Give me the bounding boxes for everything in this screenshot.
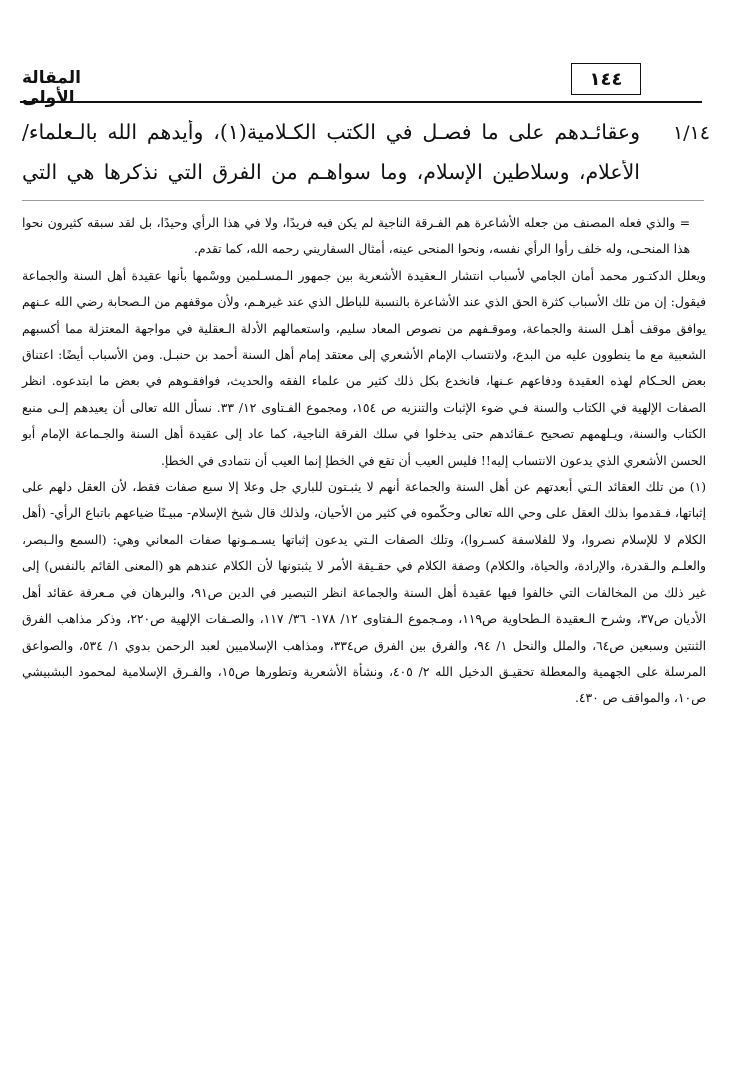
footnote-divider bbox=[22, 200, 704, 201]
footnote-1: (١) من تلك العقائد الـتي أبعدتهم عن أهل السنة والجماعة أنهم لا يثبـتون للباري جل وعلا إلا سبع صفات فقط، لأن العقل دلهم على إثباتها، فـقدموا بذلك العقل على وحي الله تعالى وحكّموه في كثير من الأحيان، ولذلك قال شيخ الإسلام- مبيـنًا ضياعهم باتباع الرأي- (أهل الكلام لا للإسلام نصروا، ولا للفلاسفة كسـروا)، وتلك الصفات الـتي يدعون إثباتها يسـمـونها صفات المعاني وهي: (السمع والـبصر، والعلـم والـقدرة، والإرادة، والحياة، والكلام) وصفة الكلام في حقـيقة الأمر لا يثبتونها لأن الكلام عندهم هو (المعنى القائم بالنفس) إلى غير ذلك من المخالفات التي خالفوا فيها عقيدة أهل السنة والجماعة انظر التبصير في الدين ص٩١، والبرهان في مـعرفة عقائد أهل الأديان ص٣٧، وشرح الـعقيدة الـطحاوية ص١١٩، ومـجموع الـفتاوى ١٢/ ١٧٨- ٣٦/ ١١٧، والصـفات الإلهية ص٢٢٠، وذكر مذاهب الفرق الثنتين وسبعين ص٦٤، والملل والنحل ١/ ٩٤، والفرق بين الفرق ص٣٣٤، ومذاهب الإسلاميين لعبد الرحمن بدوي ١/ ٥٣٤، والصواعق المرسلة على الجهمية والمعطلة تحقيـق الدخيل الله ٢/ ٤٠٥، ونشأة الأشعرية وتطورها ص١٥، والفـرق الإسلامية لمحمود البشبيشي ص١٠، والمواقف ص ٤٣٠. bbox=[22, 480, 707, 706]
footnotes bbox=[22, 210, 706, 712]
main-text-line-1: وعقائـدهم على ما فصـل في الكتب الكـلامية(١)، وأيدهم الله بالـعلماء/ bbox=[22, 120, 640, 144]
footnote-analysis: ويعلل الدكتـور محمد أمان الجامي لأسباب انتشار الـعقيدة الأشعرية بين جمهور الـمسـلمين ووسْمها بأنها عقيدة أهل السنة والجماعة فيقول: إن من تلك الأسباب كثرة الحق الذي عند الأشاعرة بالنسبة للباطل الذي عند غيرهـم، ولأن موقفهم من الـصحابة رضي الله عـنهم يوافق موقف أهـل السنة والجماعة، وموقـفهم من نصوص المعاد سليم، واستعمالهم الأدلة الـعقلية في مواجهة المعتزلة مما أكسبهم الشعبية مع ما ينطوون عليه من البدع، ولانتساب الإمام الأشعري إلى معتقد إمام أهل السنة أحمد بن حنبـل. ومن الأسباب أيضًا: اعتناق بعض الحـكام لهذه العقيدة ودفاعهم عـنها، فانخدع بكل ذلك كثير من علماء الفقه والحديث، فوافقـوهم في بعض ما ابتدعوه. انظر الصفات الإلهية في الكتاب والسنة فـي ضوء الإثبات والتنزيه ص ١٥٤، ومجموع الفـتاوى ١٢/ ٣٣. نسأل الله تعالى أن يعيدهم إلـى منبع الكتاب والسنة، ويـلهمهم تصحيح عـقائدهم حتى يدخلوا في سلك الفرقة الناجية، كما عاد إلى عقيدة أهل السنة والجـماعة الإمام أبو الحسن الأشعري الذي يدعون الانتساب إليه!! فليس العيب أن تقع في الخطإ إنما العيب أن نتمادى في الخطإ. bbox=[22, 268, 706, 468]
header-divider bbox=[20, 101, 702, 103]
main-text-line-2: الأعلام، وسلاطين الإسلام، وما سواهـم من الفرق التي نذكرها هي التي bbox=[22, 160, 640, 184]
running-header-title: المقالة الأولى bbox=[22, 68, 81, 108]
footnote-continuation: = والذي فعله المصنف من جعله الأشاعرة هم الفـرقة الناجية لم يكن فيه فريدًا، ولا في هذا الرأي وحيدًا، بل لقد سبقه كثيرون نحوا هذا المنحـى، وله خلف رأوا الرأي نفسه، ونحوا المنحى عينه، أمثال السفاريني رحمه الله، كما تقدم. bbox=[22, 216, 690, 257]
margin-manuscript-reference: ١/١٤ bbox=[672, 122, 710, 144]
page-number: ١٤٤ bbox=[571, 63, 641, 95]
